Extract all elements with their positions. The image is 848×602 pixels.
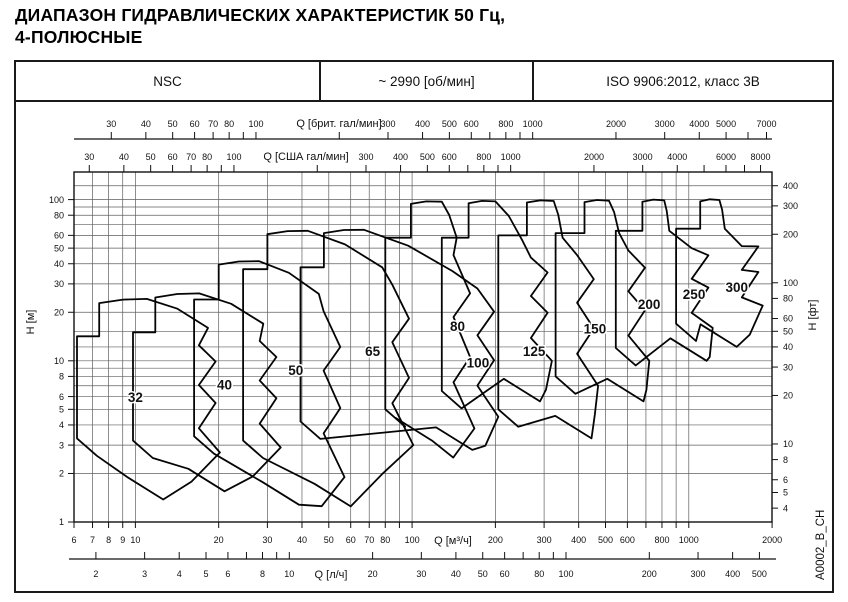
chart-text: 8 (58, 371, 64, 382)
chart-text: 1000 (678, 535, 699, 545)
chart-text: 50 (477, 569, 488, 579)
chart-text: 600 (619, 535, 635, 545)
chart-text: 30 (416, 569, 427, 579)
chart-text: 60 (345, 535, 356, 545)
chart-text: 300 (536, 535, 552, 545)
chart-text: 6 (58, 391, 64, 402)
chart-text: 800 (654, 535, 670, 545)
envelope-label-32: 32 (127, 390, 143, 406)
chart-text: 8000 (750, 152, 771, 162)
chart-text: 70 (186, 152, 197, 162)
chart-text: 1000 (500, 152, 521, 162)
chart-text: 400 (571, 535, 587, 545)
envelope-label-250: 250 (682, 287, 706, 303)
chart-text: 30 (53, 279, 64, 290)
chart-text: 300 (783, 201, 799, 212)
chart-text: 5 (783, 487, 789, 498)
chart-text: 50 (167, 119, 178, 129)
page-title (15, 4, 835, 48)
chart-text: 2000 (762, 535, 783, 545)
chart-text: 40 (450, 569, 461, 579)
range-chart-svg (16, 102, 830, 589)
header-row (16, 62, 832, 102)
chart-text: 500 (597, 535, 614, 545)
chart-text: 2 (93, 569, 99, 579)
chart-text: 2 (58, 468, 64, 479)
chart-text: 4 (783, 503, 789, 514)
chart-text: 500 (419, 152, 435, 162)
chart-text: 300 (690, 569, 706, 579)
chart-text: 8 (783, 454, 789, 465)
chart-text: 5 (203, 569, 209, 579)
chart-text: 200 (641, 569, 657, 579)
envelope-label-100: 100 (466, 355, 490, 371)
chart-text: Q [США гал/мин] (263, 151, 349, 163)
chart-text: 400 (393, 152, 409, 162)
chart-text: 50 (783, 326, 794, 337)
chart-text: 8 (259, 569, 266, 579)
chart-text: 100 (226, 152, 242, 162)
chart-text: 600 (463, 119, 479, 129)
chart-text: 80 (783, 293, 794, 304)
chart-text: 800 (476, 152, 492, 162)
chart-text: 6 (225, 569, 231, 579)
envelope-125 (442, 201, 552, 409)
chart-text: 40 (118, 152, 129, 162)
chart-text: 80 (534, 569, 545, 579)
chart-text: 3000 (654, 119, 675, 129)
chart-text: 60 (499, 569, 510, 579)
y-axis-title-m: H [м] (25, 309, 37, 335)
chart-text: 3000 (632, 152, 653, 162)
chart-text: 30 (84, 152, 95, 162)
chart-text: 8 (106, 535, 112, 545)
chart-text: 50 (323, 535, 334, 545)
envelope-label-125: 125 (522, 344, 546, 360)
chart-text: 80 (202, 152, 213, 162)
chart-text: 7000 (756, 119, 777, 129)
chart-text: 100 (48, 194, 64, 205)
header-standard: ISO 9906:2012, класс 3B (606, 73, 760, 89)
header-series: NSC (16, 62, 321, 100)
envelope-label-65: 65 (365, 344, 381, 360)
envelope-32 (77, 299, 220, 500)
chart-text: 20 (53, 307, 64, 318)
chart-text: 80 (380, 535, 391, 545)
chart-text: 100 (404, 535, 420, 545)
chart-text: 300 (380, 119, 396, 129)
page-title-line1: ДИАПАЗОН ГИДРАВЛИЧЕСКИХ ХАРАКТЕРИСТИК 50 Гц, (15, 5, 506, 25)
drawing-code: A0002_B_CH (815, 509, 827, 580)
envelope-label-80: 80 (450, 319, 466, 335)
chart-text: 4 (58, 420, 64, 431)
chart-text: 60 (189, 119, 200, 129)
chart-text: Q [л/ч] (314, 569, 348, 581)
chart-text: 600 (441, 152, 457, 162)
envelope-label-150: 150 (583, 321, 607, 337)
chart-text: 100 (783, 277, 799, 288)
chart-text: 30 (106, 119, 117, 129)
chart-text: 30 (783, 362, 794, 373)
chart-text: 500 (751, 569, 767, 579)
chart-frame (14, 60, 834, 593)
chart-text: 6 (783, 474, 789, 485)
chart-text: 70 (208, 119, 219, 129)
chart-area (16, 102, 830, 589)
chart-text: 60 (783, 313, 794, 324)
envelope-label-200: 200 (637, 297, 661, 313)
chart-text: 50 (145, 152, 156, 162)
envelope-150 (498, 200, 598, 438)
chart-text: 400 (415, 119, 431, 129)
chart-text: 30 (262, 535, 273, 545)
chart-text: 60 (53, 230, 64, 241)
chart-text: 800 (498, 119, 514, 129)
chart-text: 200 (487, 535, 503, 545)
chart-text: 6000 (715, 152, 736, 162)
chart-text: 6 (71, 535, 77, 545)
chart-text: 1000 (522, 119, 543, 129)
chart-text: 4000 (667, 152, 688, 162)
chart-text: 7 (90, 535, 96, 545)
header-speed: ~ 2990 [об/мин] (321, 62, 534, 100)
chart-text: 300 (358, 152, 374, 162)
y-axis-title-ft: H [фт] (807, 299, 819, 331)
chart-text: 10 (53, 356, 64, 366)
chart-text: 5 (58, 404, 64, 415)
chart-text: 100 (248, 119, 264, 129)
chart-text: 4 (176, 569, 182, 579)
chart-text: 3 (142, 569, 148, 579)
chart-text: 80 (224, 119, 235, 129)
chart-text: 1 (58, 517, 64, 528)
chart-text: 10 (783, 439, 794, 450)
chart-text: 100 (558, 569, 574, 579)
chart-text: 80 (53, 210, 64, 221)
chart-text: 2000 (605, 119, 626, 129)
chart-text: Q [м³/ч] (434, 535, 472, 547)
chart-text: 40 (783, 342, 794, 353)
chart-text: 10 (284, 569, 295, 579)
envelope-label-50: 50 (288, 363, 304, 379)
chart-text: 200 (783, 229, 799, 240)
chart-text: 20 (783, 390, 794, 401)
chart-text: 60 (167, 152, 178, 162)
chart-text: 9 (120, 535, 126, 545)
chart-text: Q [брит. гал/мин] (296, 118, 382, 130)
page-title-line2: 4-ПОЛЮСНЫЕ (15, 27, 143, 47)
chart-text: 400 (783, 180, 799, 191)
chart-text: 400 (725, 569, 741, 579)
chart-text: 40 (296, 535, 307, 545)
chart-text: 70 (364, 535, 375, 545)
envelope-label-300: 300 (725, 279, 748, 295)
chart-text: 40 (53, 258, 64, 269)
chart-text: 40 (140, 119, 151, 129)
chart-text: 2000 (583, 152, 604, 162)
chart-text: 4000 (689, 119, 710, 129)
chart-text: 50 (53, 243, 64, 254)
chart-text: 20 (367, 569, 378, 579)
chart-text: 3 (58, 440, 64, 451)
chart-text: 5000 (716, 119, 737, 129)
chart-text: 500 (441, 119, 457, 129)
envelope-label-40: 40 (217, 377, 233, 393)
chart-text: 20 (213, 535, 224, 545)
chart-text: 10 (130, 535, 141, 545)
